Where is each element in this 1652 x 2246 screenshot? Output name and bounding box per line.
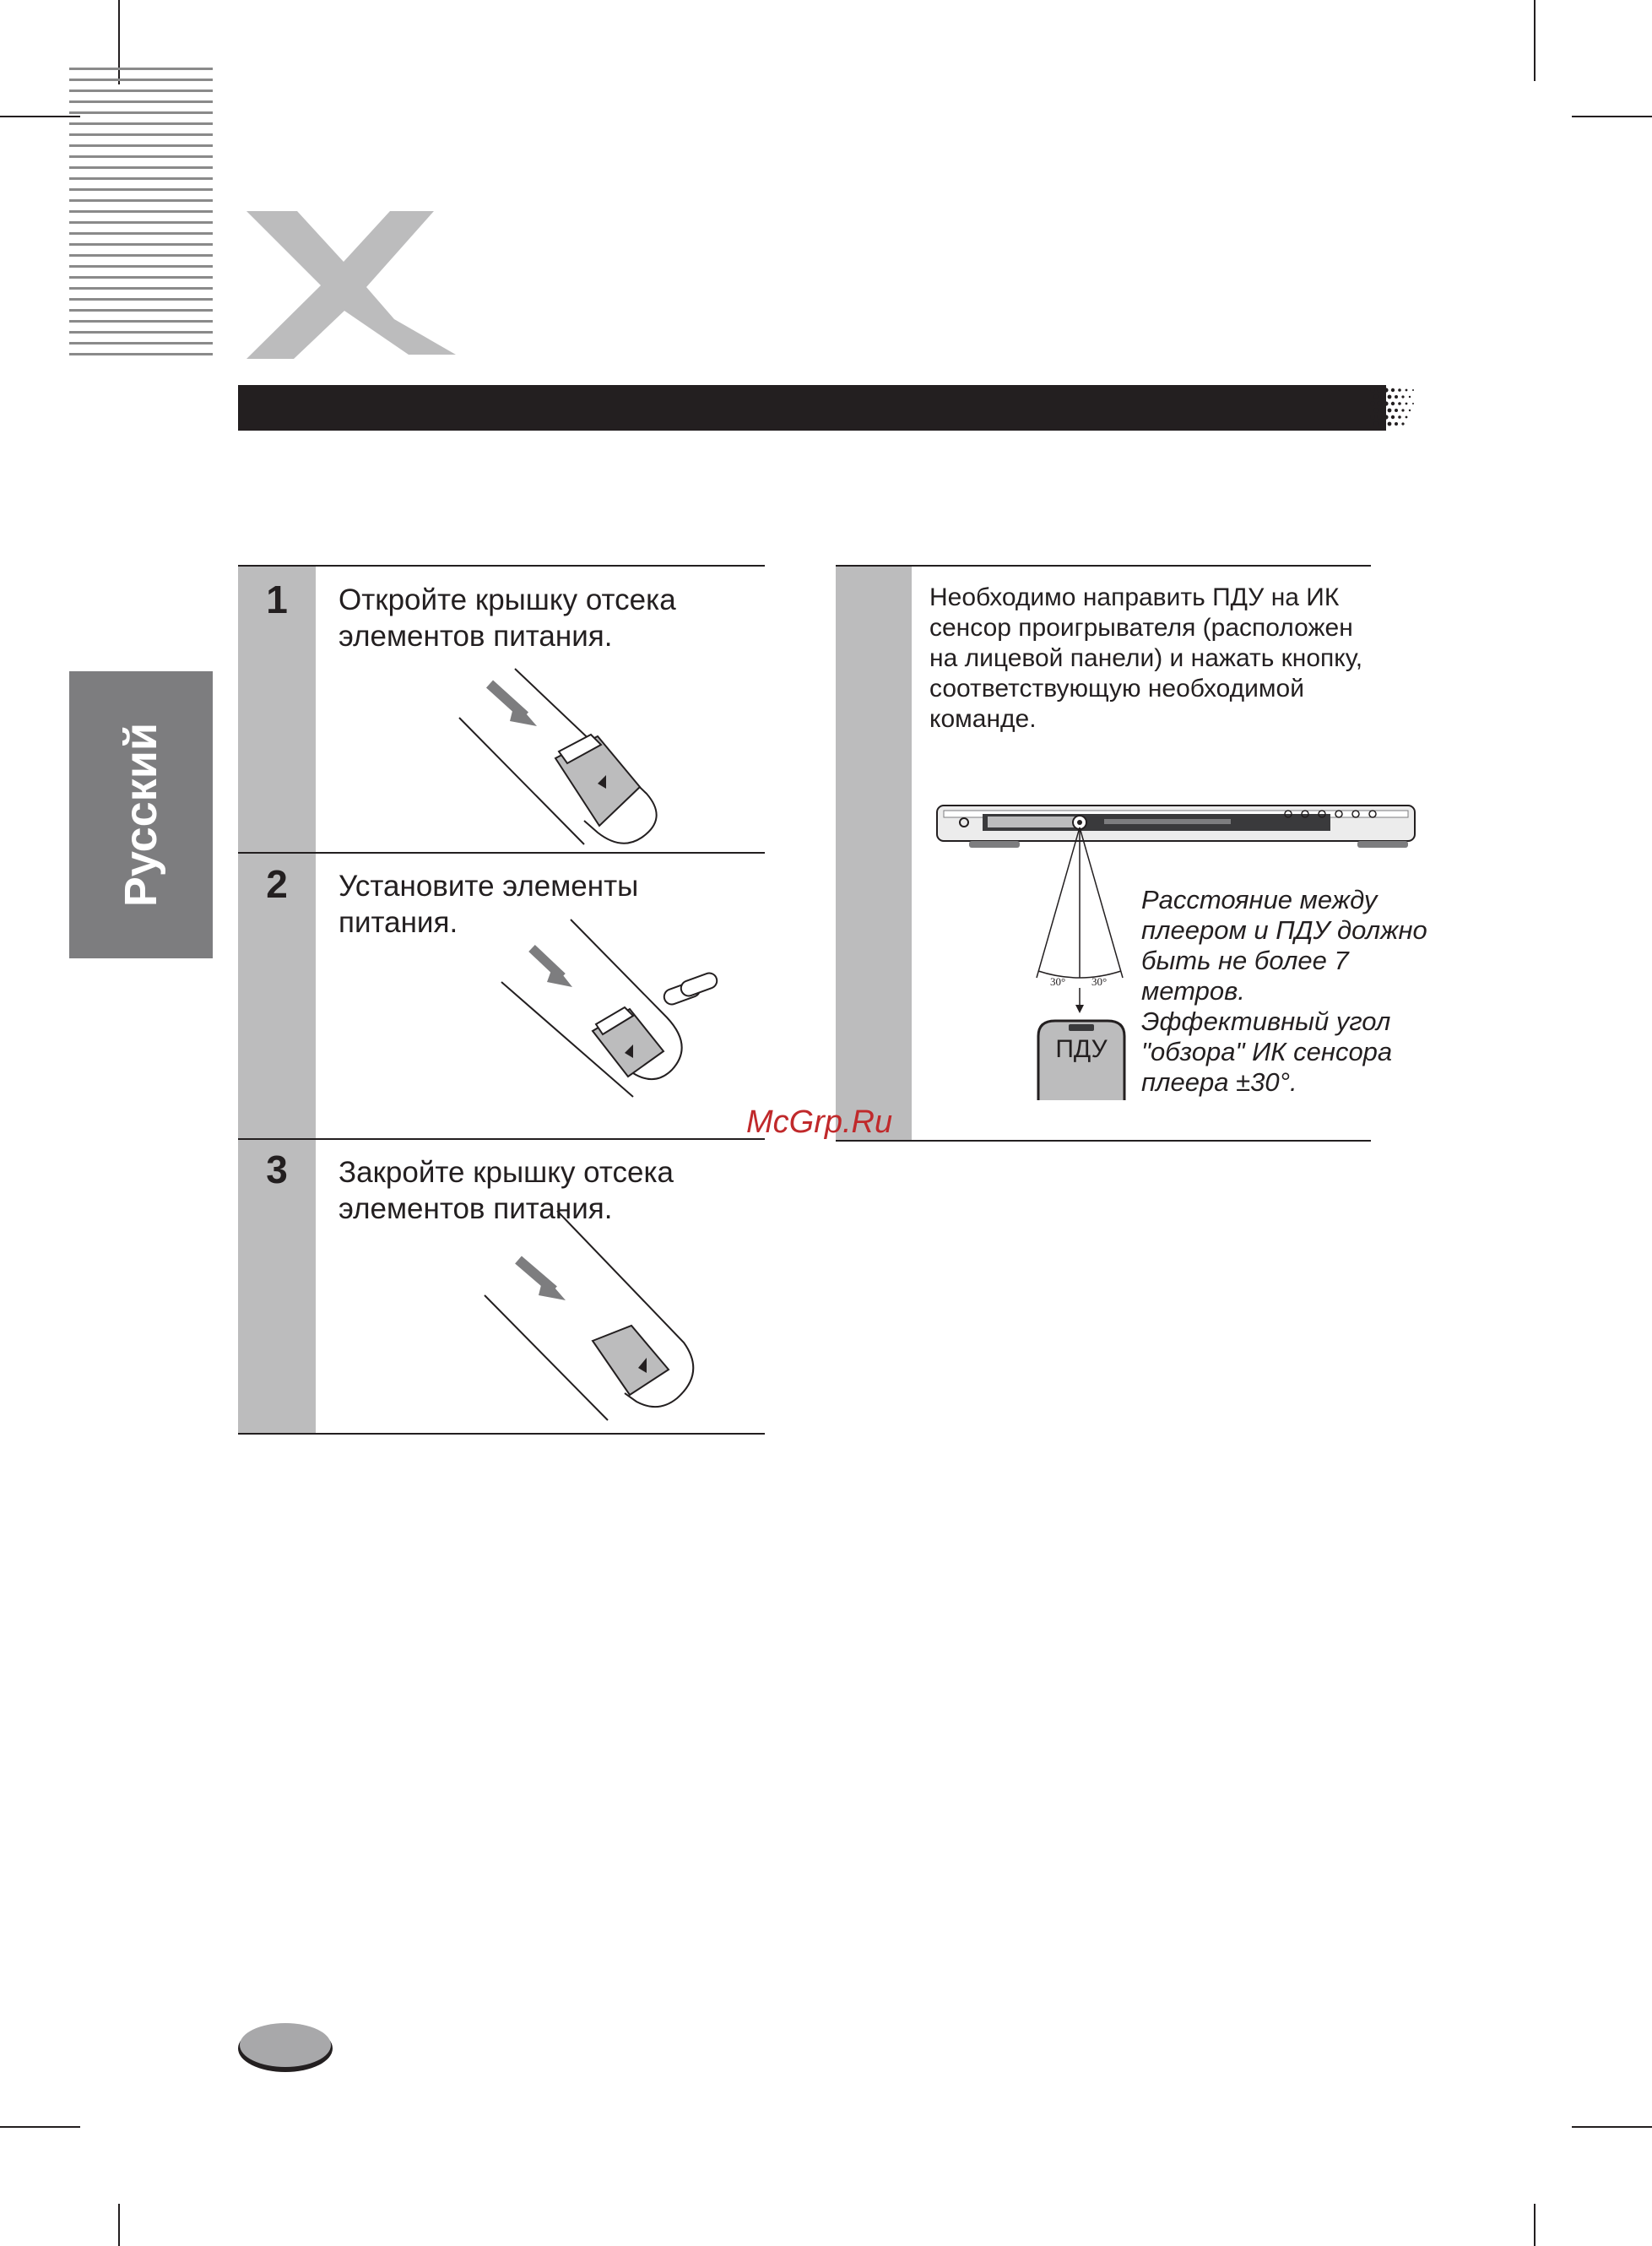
- brand-x-logo: [238, 211, 458, 359]
- step-number: 2: [266, 862, 288, 906]
- usage-instruction: Необходимо направить ПДУ на ИК сенсор проигрывателя (расположен на лицевой панели) и нажать кнопку, соответствующую необходимой команде.: [929, 583, 1363, 733]
- language-side-tab: [69, 671, 213, 958]
- step-divider: [238, 852, 765, 854]
- distance-note: Расстояние между плеером и ПДУ должно быть не более 7 метров. Эффективный угол "обзора" ИК сенсора плеера ±30°.: [1141, 885, 1427, 1097]
- steps-table-bottom-rule: [238, 1433, 765, 1435]
- crop-mark: [0, 2126, 80, 2128]
- header-band: [238, 385, 1386, 431]
- remote-label: ПДУ: [1055, 1035, 1108, 1063]
- step-text: Установите элементы питания.: [339, 870, 639, 939]
- usage-panel-bottom-rule: [836, 1140, 1371, 1142]
- watermark: McGrp.Ru: [746, 1104, 893, 1140]
- step-text: Откройте крышку отсека элементов питания.: [339, 583, 676, 653]
- crop-mark: [0, 116, 80, 117]
- step-divider: [238, 1138, 765, 1140]
- steps-table-top-rule: [238, 565, 765, 567]
- remote-close-cover-illustration: [481, 1207, 701, 1427]
- steps-number-column: [238, 567, 316, 1433]
- crop-mark: [1534, 2204, 1536, 2246]
- usage-panel-top-rule: [836, 565, 1371, 567]
- dvd-player-illustration: [935, 802, 1418, 853]
- crop-mark: [118, 0, 120, 84]
- crop-mark: [1572, 2126, 1652, 2128]
- crop-mark: [1572, 116, 1652, 117]
- ir-angle-diagram: [1030, 827, 1140, 1022]
- remote-insert-batteries-illustration: [498, 916, 726, 1098]
- step-text: Закройте крышку отсека элементов питания.: [339, 1156, 674, 1225]
- usage-panel-gray-column: [836, 567, 912, 1141]
- angle-label-left: 30°: [1050, 975, 1066, 988]
- step-number: 1: [266, 578, 288, 621]
- language-tab-label: Русский: [116, 722, 167, 908]
- crop-mark: [1534, 0, 1536, 81]
- angle-label-right: 30°: [1091, 975, 1108, 988]
- step-number: 3: [266, 1147, 288, 1191]
- remote-open-cover-illustration: [456, 667, 675, 849]
- page-number-oval: [236, 2020, 334, 2074]
- band-halftone: [1368, 385, 1435, 431]
- crop-mark: [118, 2204, 120, 2246]
